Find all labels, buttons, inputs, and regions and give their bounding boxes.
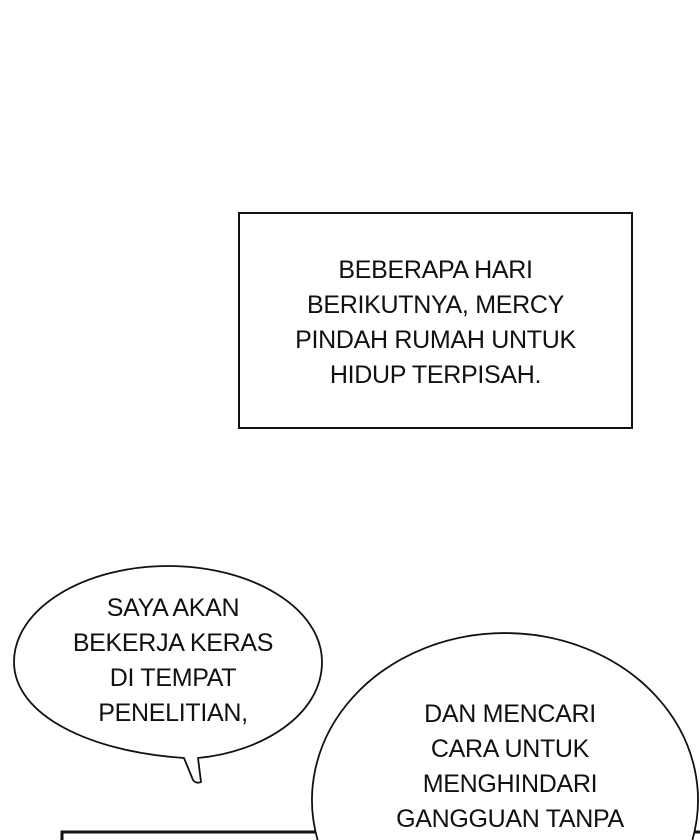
caption-line: BERIKUTNYA, MERCY	[307, 291, 564, 319]
bubble-line: GANGGUAN TANPA	[396, 805, 624, 833]
bubble-line: MENGHINDARI	[422, 770, 598, 798]
caption-text	[239, 253, 632, 393]
bubble-line: DAN MENCARI	[424, 700, 596, 728]
bubble-line: BEKERJA KERAS	[72, 629, 274, 657]
bubble-right-text	[320, 697, 700, 837]
bubble-left-text	[18, 591, 328, 731]
bubble-line: PENELITIAN,	[98, 699, 248, 727]
caption-line: PINDAH RUMAH UNTUK	[295, 326, 576, 354]
bubble-line: DI TEMPAT	[109, 664, 237, 692]
caption-line: HIDUP TERPISAH.	[329, 361, 542, 389]
bubble-line: CARA UNTUK	[430, 735, 590, 763]
bubble-line: SAYA AKAN	[106, 594, 240, 622]
caption-line: BEBERAPA HARI	[338, 256, 533, 284]
